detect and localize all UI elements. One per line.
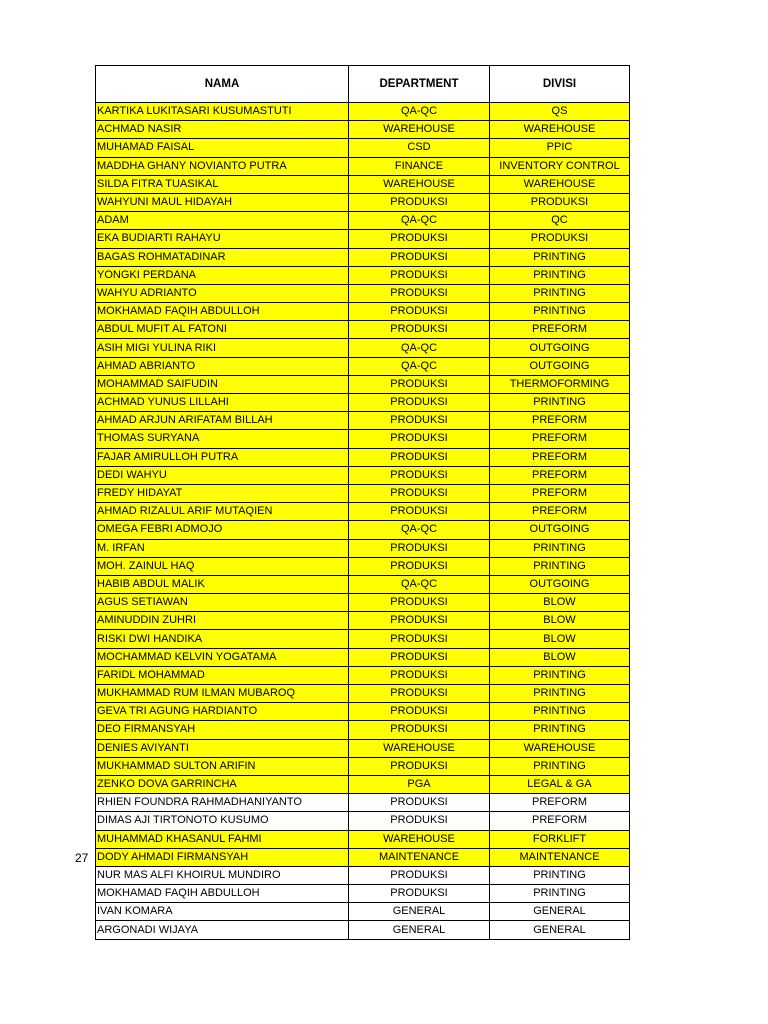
table-row [96, 484, 630, 502]
department-cell: PRODUKSI [349, 703, 490, 721]
table-row [96, 503, 630, 521]
nama-cell: MOCHAMMAD KELVIN YOGATAMA [96, 648, 349, 666]
header-row [96, 66, 630, 103]
nama-cell: DIMAS AJI TIRTONOTO KUSUMO [96, 812, 349, 830]
department-cell: CSD [349, 139, 490, 157]
table-row [96, 466, 630, 484]
table-row [96, 321, 630, 339]
divisi-cell: PRINTING [490, 248, 630, 266]
nama-cell: IVAN KOMARA [96, 903, 349, 921]
row-number-marker: 27 [75, 851, 89, 865]
nama-cell: MUKHAMMAD SULTON ARIFIN [96, 757, 349, 775]
divisi-cell: PREFORM [490, 466, 630, 484]
nama-cell: ARGONADI WIJAYA [96, 921, 349, 939]
nama-cell: MOHAMMAD SAIFUDIN [96, 375, 349, 393]
employee-table [95, 65, 630, 940]
table-row [96, 121, 630, 139]
nama-cell: ABDUL MUFIT AL FATONI [96, 321, 349, 339]
nama-cell: MUKHAMMAD RUM ILMAN MUBAROQ [96, 685, 349, 703]
divisi-cell: GENERAL [490, 903, 630, 921]
divisi-cell: BLOW [490, 648, 630, 666]
nama-cell: AGUS SETIAWAN [96, 594, 349, 612]
table-row [96, 157, 630, 175]
table-row [96, 430, 630, 448]
table-row [96, 885, 630, 903]
department-cell: PRODUKSI [349, 594, 490, 612]
divisi-cell: BLOW [490, 612, 630, 630]
nama-cell: MUHAMAD FAISAL [96, 139, 349, 157]
divisi-cell: PREFORM [490, 321, 630, 339]
department-cell: PRODUKSI [349, 630, 490, 648]
table-row [96, 375, 630, 393]
header-nama: NAMA [96, 66, 349, 103]
nama-cell: DEO FIRMANSYAH [96, 721, 349, 739]
table-row [96, 848, 630, 866]
nama-cell: WAHYUNI MAUL HIDAYAH [96, 193, 349, 211]
department-cell: PRODUKSI [349, 466, 490, 484]
nama-cell: AHMAD RIZALUL ARIF MUTAQIEN [96, 503, 349, 521]
nama-cell: MOH. ZAINUL HAQ [96, 557, 349, 575]
department-cell: PRODUKSI [349, 539, 490, 557]
nama-cell: NUR MAS ALFI KHOIRUL MUNDIRO [96, 866, 349, 884]
table-row [96, 794, 630, 812]
department-cell: PRODUKSI [349, 248, 490, 266]
department-cell: PRODUKSI [349, 303, 490, 321]
nama-cell: MOKHAMAD FAQIH ABDULLOH [96, 885, 349, 903]
table-row [96, 775, 630, 793]
department-cell: WAREHOUSE [349, 739, 490, 757]
nama-cell: MADDHA GHANY NOVIANTO PUTRA [96, 157, 349, 175]
table-row [96, 721, 630, 739]
table-row [96, 648, 630, 666]
department-cell: QA-QC [349, 212, 490, 230]
divisi-cell: PRINTING [490, 885, 630, 903]
department-cell: PRODUKSI [349, 284, 490, 302]
divisi-cell: PPIC [490, 139, 630, 157]
nama-cell: FREDY HIDAYAT [96, 484, 349, 502]
nama-cell: YONGKI PERDANA [96, 266, 349, 284]
divisi-cell: OUTGOING [490, 357, 630, 375]
department-cell: GENERAL [349, 921, 490, 939]
table-header [96, 66, 630, 103]
divisi-cell: PRINTING [490, 284, 630, 302]
table-row [96, 666, 630, 684]
table-row [96, 357, 630, 375]
divisi-cell: PRINTING [490, 539, 630, 557]
department-cell: PRODUKSI [349, 812, 490, 830]
department-cell: QA-QC [349, 103, 490, 121]
table-row [96, 739, 630, 757]
table-row [96, 175, 630, 193]
divisi-cell: PRINTING [490, 685, 630, 703]
divisi-cell: PRINTING [490, 757, 630, 775]
department-cell: PRODUKSI [349, 648, 490, 666]
table-row [96, 266, 630, 284]
table-row [96, 103, 630, 121]
table-row [96, 757, 630, 775]
nama-cell: AHMAD ABRIANTO [96, 357, 349, 375]
department-cell: PRODUKSI [349, 757, 490, 775]
table-row [96, 594, 630, 612]
divisi-cell: WAREHOUSE [490, 175, 630, 193]
nama-cell: RHIEN FOUNDRA RAHMADHANIYANTO [96, 794, 349, 812]
table-row [96, 303, 630, 321]
table-row [96, 193, 630, 211]
divisi-cell: QC [490, 212, 630, 230]
department-cell: PRODUKSI [349, 375, 490, 393]
table-row [96, 284, 630, 302]
nama-cell: ASIH MIGI YULINA RIKI [96, 339, 349, 357]
divisi-cell: OUTGOING [490, 339, 630, 357]
department-cell: PRODUKSI [349, 666, 490, 684]
table-row [96, 394, 630, 412]
department-cell: QA-QC [349, 575, 490, 593]
table-row [96, 685, 630, 703]
nama-cell: FARIDL MOHAMMAD [96, 666, 349, 684]
department-cell: PRODUKSI [349, 230, 490, 248]
nama-cell: OMEGA FEBRI ADMOJO [96, 521, 349, 539]
department-cell: QA-QC [349, 339, 490, 357]
nama-cell: THOMAS SURYANA [96, 430, 349, 448]
divisi-cell: PRODUKSI [490, 230, 630, 248]
table-row [96, 866, 630, 884]
divisi-cell: BLOW [490, 630, 630, 648]
table-row [96, 575, 630, 593]
divisi-cell: PREFORM [490, 484, 630, 502]
department-cell: PGA [349, 775, 490, 793]
divisi-cell: PRINTING [490, 866, 630, 884]
department-cell: PRODUKSI [349, 612, 490, 630]
table-row [96, 412, 630, 430]
divisi-cell: GENERAL [490, 921, 630, 939]
nama-cell: KARTIKA LUKITASARI KUSUMASTUTI [96, 103, 349, 121]
department-cell: PRODUKSI [349, 557, 490, 575]
divisi-cell: WAREHOUSE [490, 739, 630, 757]
table-row [96, 248, 630, 266]
divisi-cell: FORKLIFT [490, 830, 630, 848]
table-row [96, 703, 630, 721]
department-cell: PRODUKSI [349, 394, 490, 412]
divisi-cell: MAINTENANCE [490, 848, 630, 866]
divisi-cell: OUTGOING [490, 521, 630, 539]
department-cell: WAREHOUSE [349, 830, 490, 848]
divisi-cell: PRINTING [490, 394, 630, 412]
department-cell: PRODUKSI [349, 866, 490, 884]
nama-cell: ACHMAD YUNUS LILLAHI [96, 394, 349, 412]
nama-cell: MOKHAMAD FAQIH ABDULLOH [96, 303, 349, 321]
nama-cell: HABIB ABDUL MALIK [96, 575, 349, 593]
divisi-cell: PRINTING [490, 703, 630, 721]
department-cell: PRODUKSI [349, 321, 490, 339]
divisi-cell: PRINTING [490, 666, 630, 684]
divisi-cell: PRINTING [490, 266, 630, 284]
nama-cell: ADAM [96, 212, 349, 230]
divisi-cell: PREFORM [490, 812, 630, 830]
table-row [96, 612, 630, 630]
department-cell: PRODUKSI [349, 885, 490, 903]
nama-cell: M. IRFAN [96, 539, 349, 557]
nama-cell: DODY AHMADI FIRMANSYAH [96, 848, 349, 866]
divisi-cell: PREFORM [490, 794, 630, 812]
nama-cell: FAJAR AMIRULLOH PUTRA [96, 448, 349, 466]
department-cell: GENERAL [349, 903, 490, 921]
divisi-cell: PREFORM [490, 448, 630, 466]
table-row [96, 448, 630, 466]
table-row [96, 830, 630, 848]
nama-cell: DENIES AVIYANTI [96, 739, 349, 757]
table-row [96, 521, 630, 539]
table-row [96, 812, 630, 830]
nama-cell: ZENKO DOVA GARRINCHA [96, 775, 349, 793]
divisi-cell: WAREHOUSE [490, 121, 630, 139]
divisi-cell: PRINTING [490, 721, 630, 739]
table-row [96, 230, 630, 248]
nama-cell: BAGAS ROHMATADINAR [96, 248, 349, 266]
divisi-cell: BLOW [490, 594, 630, 612]
header-department: DEPARTMENT [349, 66, 490, 103]
department-cell: PRODUKSI [349, 266, 490, 284]
divisi-cell: INVENTORY CONTROL [490, 157, 630, 175]
department-cell: PRODUKSI [349, 721, 490, 739]
department-cell: PRODUKSI [349, 685, 490, 703]
department-cell: PRODUKSI [349, 448, 490, 466]
table-row [96, 339, 630, 357]
header-divisi: DIVISI [490, 66, 630, 103]
divisi-cell: PRODUKSI [490, 193, 630, 211]
department-cell: PRODUKSI [349, 193, 490, 211]
nama-cell: EKA BUDIARTI RAHAYU [96, 230, 349, 248]
table-row [96, 539, 630, 557]
department-cell: WAREHOUSE [349, 175, 490, 193]
department-cell: PRODUKSI [349, 484, 490, 502]
nama-cell: SILDA FITRA TUASIKAL [96, 175, 349, 193]
divisi-cell: OUTGOING [490, 575, 630, 593]
department-cell: PRODUKSI [349, 412, 490, 430]
table-row [96, 212, 630, 230]
nama-cell: ACHMAD NASIR [96, 121, 349, 139]
divisi-cell: THERMOFORMING [490, 375, 630, 393]
department-cell: PRODUKSI [349, 794, 490, 812]
table-row [96, 557, 630, 575]
divisi-cell: PRINTING [490, 303, 630, 321]
department-cell: FINANCE [349, 157, 490, 175]
divisi-cell: PREFORM [490, 503, 630, 521]
divisi-cell: PRINTING [490, 557, 630, 575]
nama-cell: AHMAD ARJUN ARIFATAM BILLAH [96, 412, 349, 430]
department-cell: PRODUKSI [349, 430, 490, 448]
department-cell: MAINTENANCE [349, 848, 490, 866]
divisi-cell: QS [490, 103, 630, 121]
nama-cell: DEDI WAHYU [96, 466, 349, 484]
nama-cell: MUHAMMAD KHASANUL FAHMI [96, 830, 349, 848]
department-cell: QA-QC [349, 357, 490, 375]
divisi-cell: PREFORM [490, 412, 630, 430]
department-cell: PRODUKSI [349, 503, 490, 521]
table-body [96, 103, 630, 940]
table-row [96, 630, 630, 648]
department-cell: WAREHOUSE [349, 121, 490, 139]
divisi-cell: LEGAL & GA [490, 775, 630, 793]
divisi-cell: PREFORM [490, 430, 630, 448]
nama-cell: AMINUDDIN ZUHRI [96, 612, 349, 630]
nama-cell: RISKI DWI HANDIKA [96, 630, 349, 648]
nama-cell: GEVA TRI AGUNG HARDIANTO [96, 703, 349, 721]
department-cell: QA-QC [349, 521, 490, 539]
table-row [96, 139, 630, 157]
nama-cell: WAHYU ADRIANTO [96, 284, 349, 302]
table-row [96, 903, 630, 921]
table-row [96, 921, 630, 939]
